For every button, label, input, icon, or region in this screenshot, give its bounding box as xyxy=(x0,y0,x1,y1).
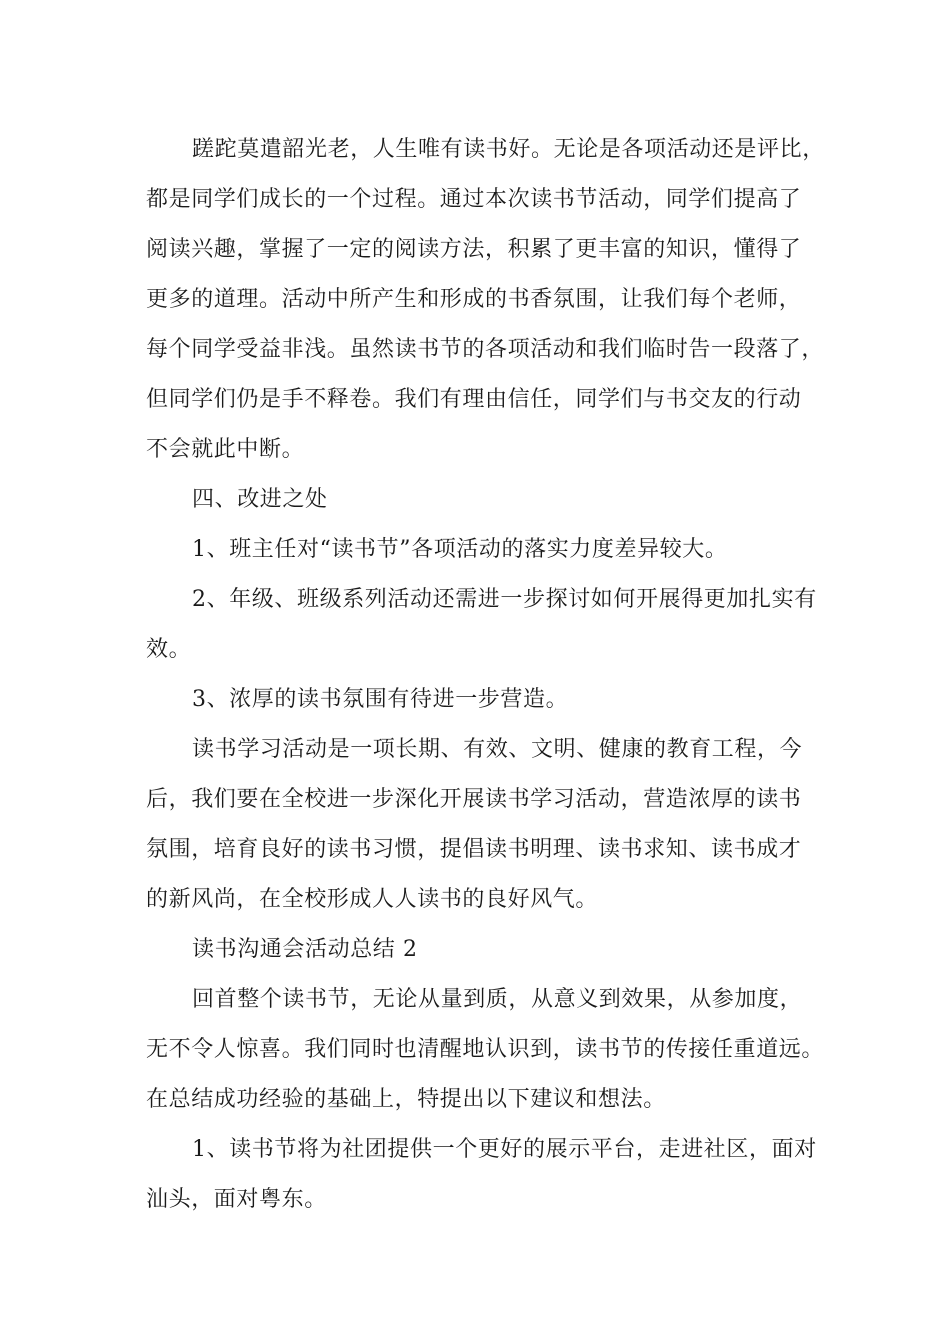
paragraph-line: 每个同学受益非浅。虽然读书节的各项活动和我们临时告一段落了， xyxy=(146,337,825,362)
list-item: 1、班主任对“读书节”各项活动的落实力度差异较大。 xyxy=(192,537,728,562)
paragraph-line: 阅读兴趣，掌握了一定的阅读方法，积累了更丰富的知识，懂得了 xyxy=(146,237,802,262)
paragraph-line: 更多的道理。活动中所产生和形成的书香氛围，让我们每个老师， xyxy=(146,287,802,312)
list-item-continuation: 效。 xyxy=(146,637,192,662)
list-item-continuation: 汕头，面对粤东。 xyxy=(146,1187,327,1212)
section-title: 读书沟通会活动总结 2 xyxy=(192,937,418,962)
section-heading: 四、改进之处 xyxy=(192,487,328,512)
paragraph-line: 读书学习活动是一项长期、有效、文明、健康的教育工程，今 xyxy=(192,737,803,762)
paragraph-line: 后，我们要在全校进一步深化开展读书学习活动，营造浓厚的读书 xyxy=(146,787,802,812)
list-item: 2、年级、班级系列活动还需进一步探讨如何开展得更加扎实有 xyxy=(192,587,817,612)
paragraph-line: 的新风尚，在全校形成人人读书的良好风气。 xyxy=(146,887,599,912)
paragraph-line: 但同学们仍是手不释卷。我们有理由信任，同学们与书交友的行动 xyxy=(146,387,802,412)
paragraph-line: 蹉跎莫遣韶光老，人生唯有读书好。无论是各项活动还是评比， xyxy=(192,137,825,162)
list-item: 3、浓厚的读书氛围有待进一步营造。 xyxy=(192,687,569,712)
paragraph-line: 无不令人惊喜。我们同时也清醒地认识到，读书节的传接任重道远。 xyxy=(146,1037,825,1062)
paragraph-line: 在总结成功经验的基础上，特提出以下建议和想法。 xyxy=(146,1087,666,1112)
list-item: 1、读书节将为社团提供一个更好的展示平台，走进社区，面对 xyxy=(192,1137,817,1162)
paragraph-line: 回首整个读书节，无论从量到质，从意义到效果，从参加度， xyxy=(192,987,803,1012)
paragraph-line: 不会就此中断。 xyxy=(146,437,305,462)
paragraph-line: 氛围，培育良好的读书习惯，提倡读书明理、读书求知、读书成才 xyxy=(146,837,802,862)
paragraph-line: 都是同学们成长的一个过程。通过本次读书节活动，同学们提高了 xyxy=(146,187,802,212)
